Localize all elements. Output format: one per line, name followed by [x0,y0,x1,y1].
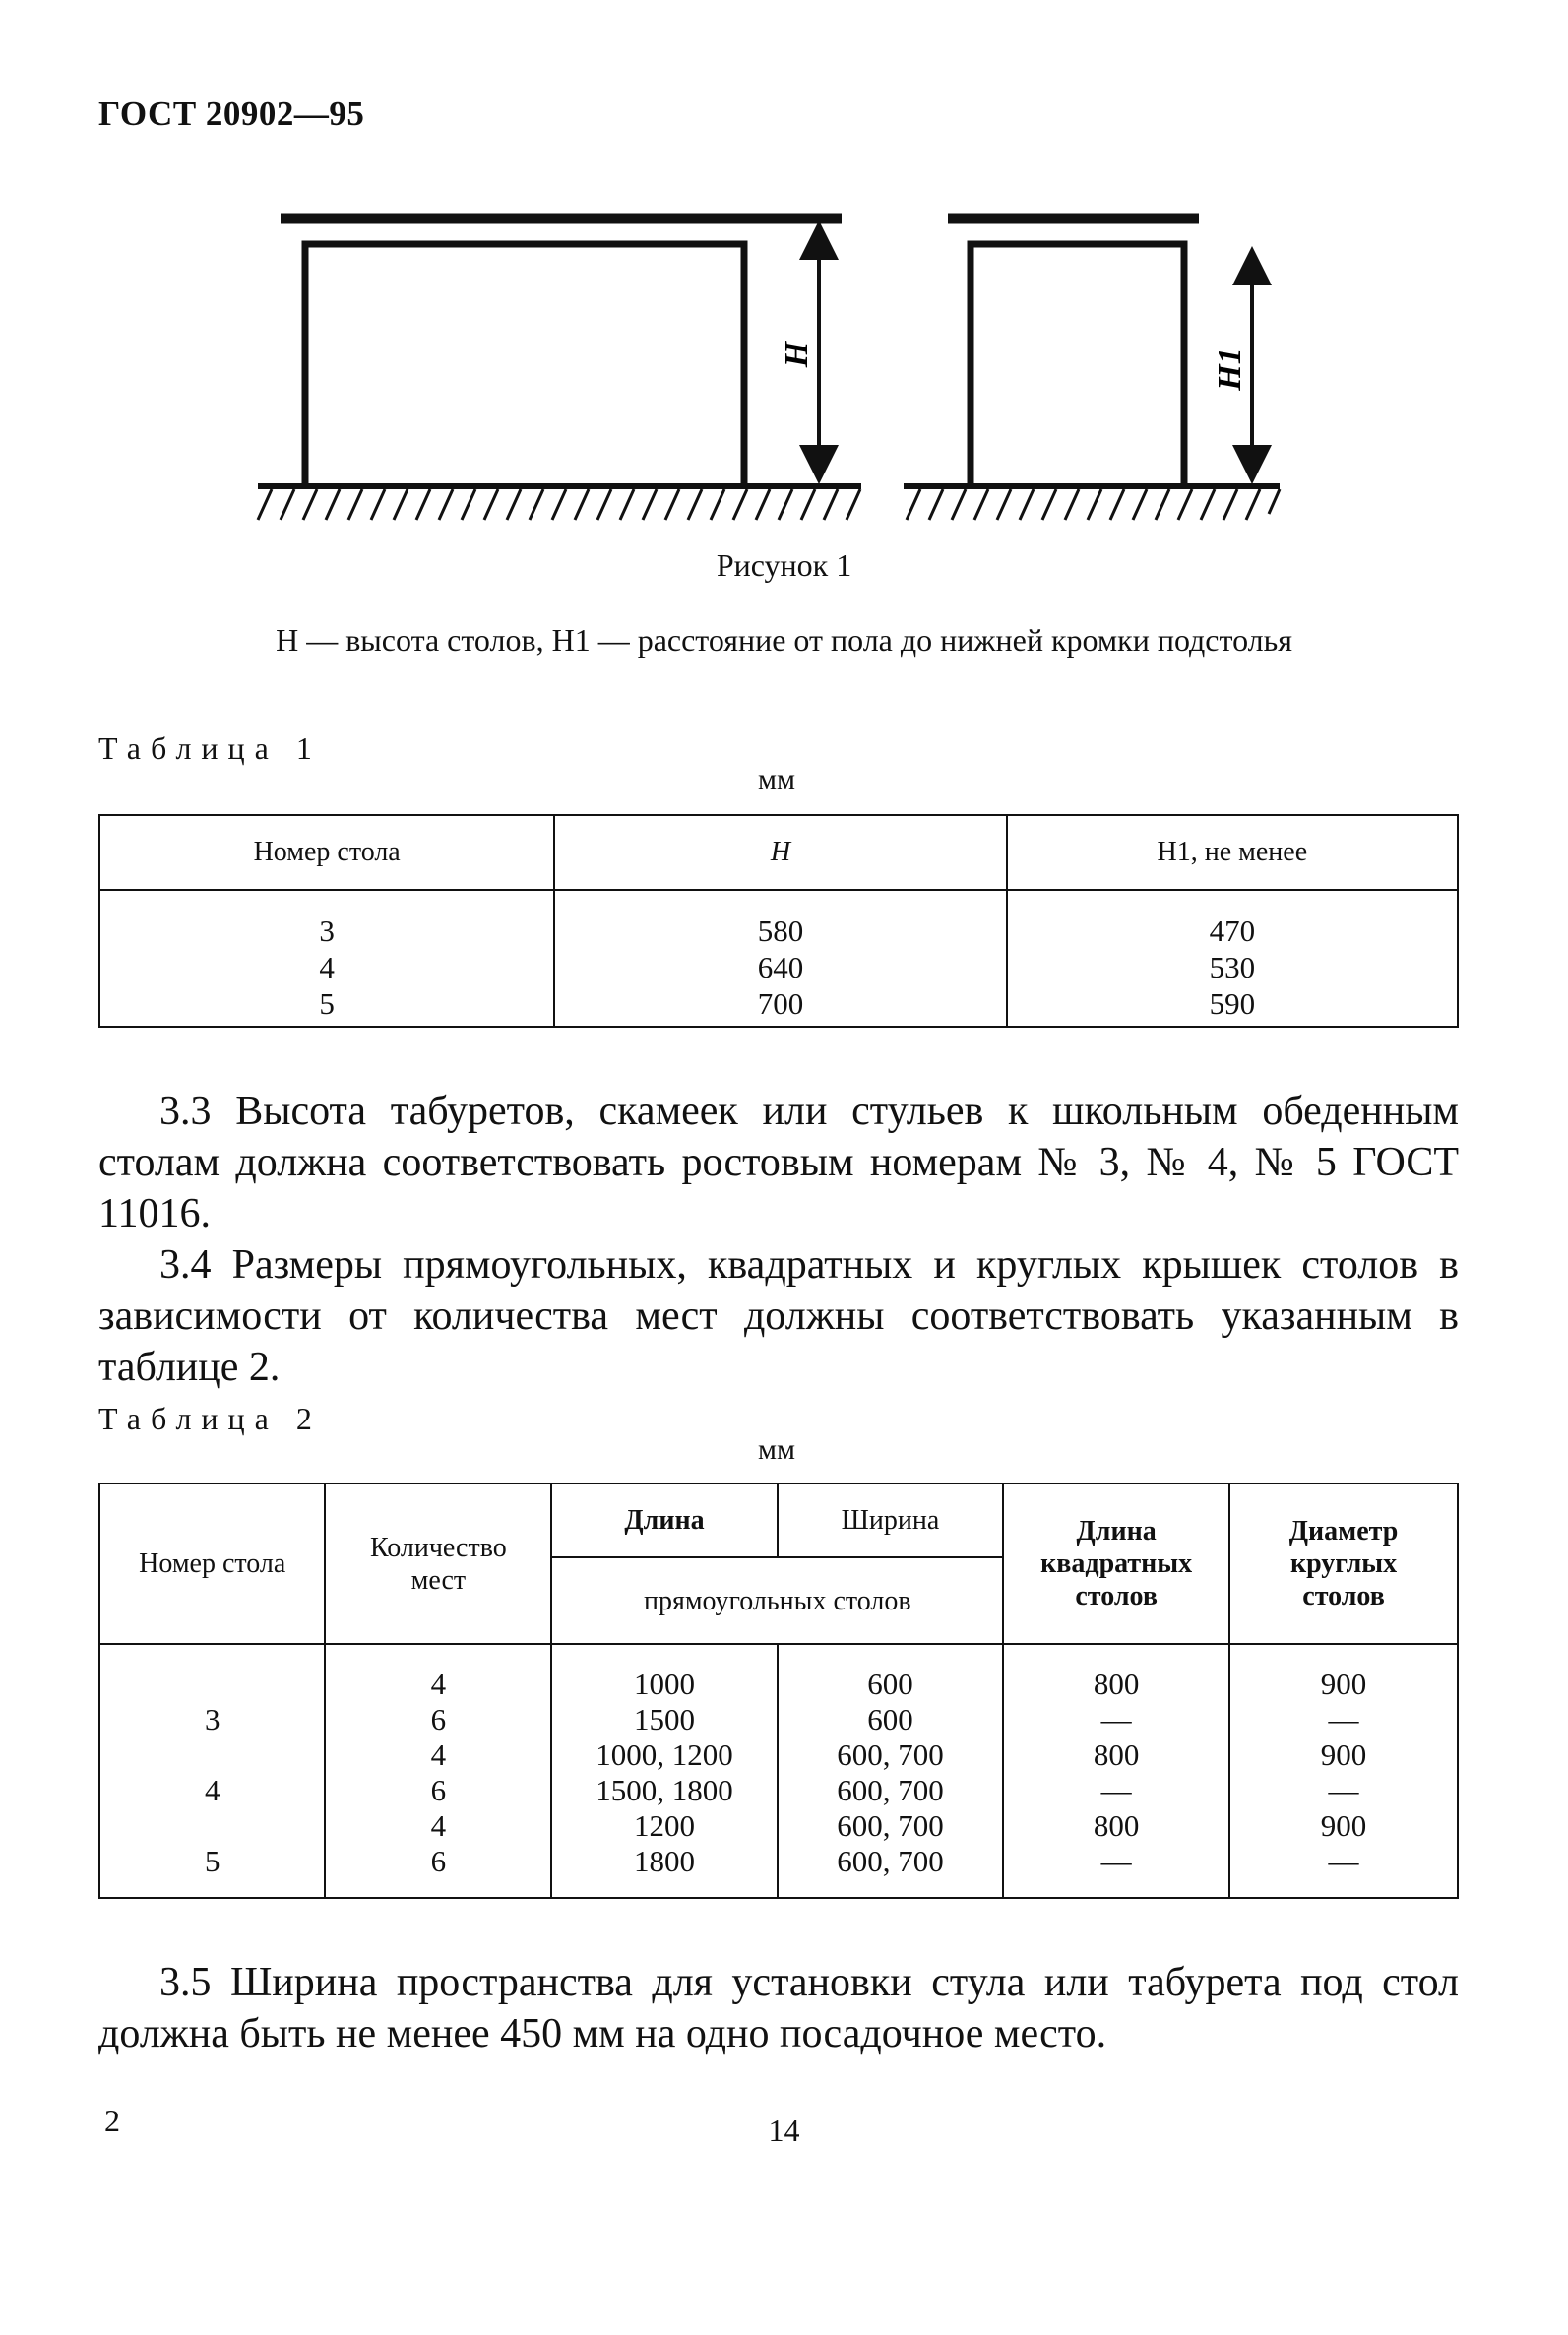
figure-1-drawing [0,0,1568,551]
floor-hatch-right [907,489,1280,520]
paragraph-3-5-block [98,1957,1459,2059]
t2-cell: — [1328,1844,1359,1878]
floor-hatch-left [258,489,860,520]
t2-cell: — [1100,1773,1132,1807]
figure-legend: H — высота столов, H1 — расстояние от пола до нижней кромки подстолья [276,622,1292,658]
t2-cell [100,1737,324,1773]
t1-cell: 4 [319,950,335,984]
t2-cell: 5 [204,1844,220,1878]
t2-cell: 900 [1320,1667,1367,1701]
t2-cell: — [1328,1702,1359,1736]
t2-cell: 600, 700 [837,1844,944,1878]
t2-header-rect-tables: прямоугольных столов [551,1557,1003,1644]
table-1 [98,814,1459,1028]
t2-cell: 600, 700 [837,1773,944,1807]
t2-cell: — [1328,1773,1359,1807]
t2-cell: 1000, 1200 [596,1737,733,1772]
t1-cell: 3 [319,914,335,948]
t2-cell: 4 [430,1737,447,1772]
t2-cell: 800 [1093,1737,1140,1772]
t2-cell: 1500, 1800 [596,1773,733,1807]
table-diagram-right [904,219,1280,520]
t2-header-square-length: Длина квадратных столов [1003,1483,1229,1644]
t1-cell: 590 [1209,986,1256,1021]
table-diagram-left [258,219,861,520]
t1-header-h1: H1, не менее [1007,815,1458,890]
t2-cell: — [1100,1702,1132,1736]
page-number-center: 14 [768,2113,800,2148]
t2-cell: 800 [1093,1808,1140,1843]
t1-header-table-number: Номер стола [99,815,554,890]
t2-cell: 6 [430,1844,447,1878]
t1-col-h1 [1007,890,1458,1027]
figure-caption: Рисунок 1 [716,547,852,583]
t2-cell: 4 [430,1667,447,1701]
paragraph-3-5: 3.5 Ширина пространства для установки стула или табурета под стол должна быть не менее 450 мм на одно посадочное место. [98,1960,1459,2056]
t2-header-table-number: Номер стола [99,1483,325,1644]
t1-col-table-number [99,890,554,1027]
document-header: ГОСТ 20902—95 [98,95,365,133]
t1-cell: 5 [319,986,335,1021]
t2-cell: 1200 [634,1808,696,1843]
t1-cell: 640 [757,950,804,984]
t2-header-length: Длина [551,1483,777,1557]
label-h: H [779,341,815,368]
t2-cell: 6 [430,1773,447,1807]
t1-header-h: H [554,815,1006,890]
page-number-left: 2 [104,2103,120,2138]
t1-cell: 470 [1209,914,1256,948]
t1-cell: 580 [757,914,804,948]
t2-cell: 900 [1320,1808,1367,1843]
label-h1: H1 [1212,347,1248,391]
table2-unit: мм [758,1433,795,1466]
t2-col-round [1229,1644,1458,1898]
t2-cell: 6 [430,1702,447,1736]
t2-col-length [551,1644,777,1898]
t2-cell: 1000 [634,1667,696,1701]
t2-cell: — [1100,1844,1132,1878]
t2-cell: 1800 [634,1844,696,1878]
table2-label: Таблица 2 [98,1401,322,1436]
t1-cell: 530 [1209,950,1256,984]
t2-cell: 4 [204,1773,220,1807]
t2-cell: 600 [867,1702,913,1736]
t2-col-seats [325,1644,551,1898]
table-2 [98,1483,1459,1899]
t2-col-square [1003,1644,1229,1898]
paragraph-3-3: 3.3 Высота табуретов, скамеек или стульев к школьным обеденным столам должна соответствовать ростовым номерам № 3, № 4, № 5 ГОСТ 11016. [98,1089,1459,1236]
t2-cell: 4 [430,1808,447,1843]
t2-cell: 800 [1093,1667,1140,1701]
t2-cell: 900 [1320,1737,1367,1772]
t2-cell: 600, 700 [837,1737,944,1772]
t2-header-round-diameter: Диаметр круглых столов [1229,1483,1458,1644]
t1-cell: 700 [757,986,804,1021]
t2-cell: 600 [867,1667,913,1701]
t2-cell [100,1808,324,1844]
t2-cell: 600, 700 [837,1808,944,1843]
paragraph-3-4: 3.4 Размеры прямоугольных, квадратных и круглых крышек столов в зависимости от количества мест должны соответствовать указанным в таблице 2. [98,1242,1459,1390]
t2-cell: 3 [204,1702,220,1736]
t1-col-h [554,890,1006,1027]
table1-label: Таблица 1 [98,730,322,766]
t2-cell: 1500 [634,1702,696,1736]
t2-header-seats: Количество мест [325,1483,551,1644]
t2-col-table-number [99,1644,325,1898]
t2-cell [100,1667,324,1702]
paragraphs-3-3-3-4 [98,1086,1459,1393]
table1-unit: мм [758,763,795,795]
t2-col-width [778,1644,1004,1898]
t2-header-width: Ширина [778,1483,1004,1557]
